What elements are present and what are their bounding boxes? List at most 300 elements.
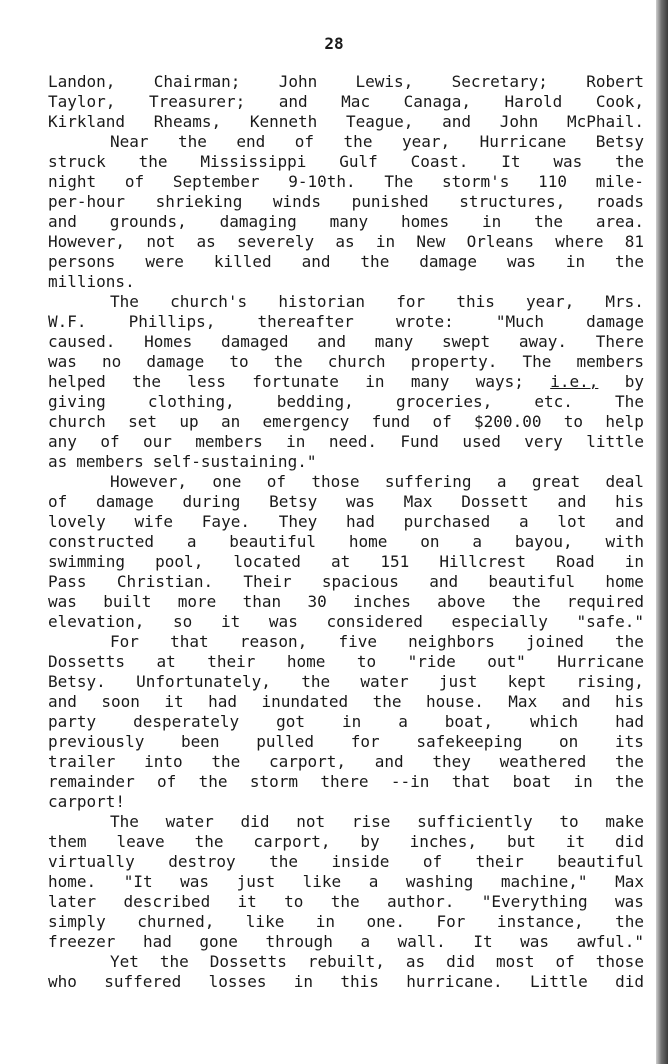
word: millions. <box>48 272 135 291</box>
word: and <box>48 692 77 711</box>
text-line <box>48 872 644 892</box>
word: structures, <box>459 192 566 211</box>
word: and <box>557 492 587 511</box>
text-line <box>48 512 644 532</box>
word: those <box>595 952 644 971</box>
word: their <box>207 652 256 671</box>
text-line <box>48 652 644 672</box>
word: lot <box>557 512 587 531</box>
word: who <box>48 972 77 991</box>
text-line <box>48 252 644 272</box>
word: church <box>48 412 106 431</box>
word: Lewis, <box>355 72 414 91</box>
word: Yet <box>110 952 139 971</box>
word: They <box>278 512 318 531</box>
word: storm's <box>442 172 510 191</box>
word: this <box>340 972 379 991</box>
word: those <box>311 472 360 491</box>
word: inundated <box>261 692 349 711</box>
word: New <box>416 232 446 251</box>
word: them <box>48 832 87 851</box>
word: into <box>144 752 183 771</box>
word: at <box>330 552 351 571</box>
word: Fund <box>400 432 439 451</box>
word: hurricane. <box>406 972 503 991</box>
word: home <box>605 572 644 591</box>
word: members <box>76 452 144 471</box>
text-line <box>48 672 644 692</box>
word: not <box>146 232 176 251</box>
word: virtually <box>48 852 135 871</box>
word: the <box>615 752 644 771</box>
word: and <box>429 572 459 591</box>
word: fortunate <box>252 372 339 391</box>
word: simply <box>48 912 106 931</box>
word: had <box>208 692 238 711</box>
word: per-hour <box>48 192 126 211</box>
word: carport! <box>48 792 126 811</box>
text-line <box>48 912 644 932</box>
text-line <box>48 332 644 352</box>
word: as <box>48 452 68 471</box>
word: less <box>187 372 226 391</box>
word: Near <box>110 132 149 151</box>
word: machine," <box>500 872 588 891</box>
word: inside <box>331 852 390 871</box>
word: through <box>265 932 333 951</box>
word: required <box>566 592 644 611</box>
word: had <box>345 512 375 531</box>
word: a <box>472 532 482 551</box>
word: Faye. <box>201 512 250 531</box>
word: they <box>432 752 471 771</box>
word: John <box>499 112 539 131</box>
text-line <box>48 292 644 312</box>
text-line <box>48 572 644 592</box>
text-line <box>48 132 644 152</box>
word: like <box>302 872 342 891</box>
word: so <box>173 612 193 631</box>
word: his <box>615 692 644 711</box>
word: a <box>186 532 197 551</box>
word: property. <box>410 352 498 371</box>
word: by <box>624 372 644 391</box>
word: to <box>356 652 377 671</box>
word: for <box>396 292 426 311</box>
word: in <box>315 912 336 931</box>
word: of <box>422 852 443 871</box>
word: rise <box>351 812 391 831</box>
word: of <box>294 132 315 151</box>
word: and <box>48 212 77 231</box>
word: leave <box>116 832 165 851</box>
word: pulled <box>256 732 315 751</box>
text-line <box>48 312 644 332</box>
word: beautiful <box>557 852 644 871</box>
word: had <box>615 712 644 731</box>
word: of <box>157 772 177 791</box>
word: winds <box>272 192 322 211</box>
text-line <box>48 412 644 432</box>
word: 110 <box>538 172 568 191</box>
word: just <box>438 672 478 691</box>
text-line <box>48 72 644 92</box>
word: on <box>420 532 440 551</box>
word: more <box>177 592 217 611</box>
word: However, <box>110 472 188 491</box>
word: one <box>212 472 242 491</box>
word: safekeeping <box>416 732 523 751</box>
word: roads <box>595 192 644 211</box>
word: deal <box>605 472 644 491</box>
word: Kenneth <box>249 112 318 131</box>
word: Coast. <box>410 152 469 171</box>
word: suffered <box>104 972 182 991</box>
word: of <box>124 172 145 191</box>
word: year, <box>401 132 451 151</box>
word: had <box>142 932 172 951</box>
word: --in <box>390 772 430 791</box>
word: was <box>615 892 644 911</box>
word: the <box>138 152 168 171</box>
word: Mississippi <box>200 152 307 171</box>
word: kept <box>507 672 547 691</box>
word: on <box>559 732 579 751</box>
word: church's <box>170 292 248 311</box>
word: bedding, <box>276 392 354 411</box>
text-line <box>48 592 644 612</box>
word: did <box>446 952 476 971</box>
word: purchased <box>403 512 491 531</box>
word: our <box>142 432 172 451</box>
word: at <box>156 652 176 671</box>
word: Harold <box>504 92 563 111</box>
word: homes <box>400 212 450 231</box>
word: emergency <box>262 412 350 431</box>
word: and <box>442 112 472 131</box>
word: damage <box>146 352 205 371</box>
word: awful." <box>576 932 644 951</box>
text-line <box>48 732 644 752</box>
word: was <box>553 152 583 171</box>
word: Homes <box>144 332 193 351</box>
word: historian <box>278 292 366 311</box>
text-line <box>48 852 644 872</box>
word: persons <box>48 252 116 271</box>
text-line <box>48 232 644 252</box>
word: the <box>534 212 563 231</box>
word: mile- <box>595 172 644 191</box>
word: The <box>384 172 414 191</box>
word: in <box>565 252 586 271</box>
word: where <box>555 232 604 251</box>
word: a <box>360 932 371 951</box>
word: that <box>451 772 491 791</box>
word: September <box>172 172 260 191</box>
word: it <box>164 692 184 711</box>
word: their <box>475 852 524 871</box>
word: set <box>128 412 158 431</box>
word: to <box>229 352 249 371</box>
word: struck <box>48 152 106 171</box>
word: water <box>360 672 409 691</box>
word: were <box>145 252 184 271</box>
word: joined <box>526 632 584 651</box>
word: The <box>522 352 552 371</box>
word: carport, <box>268 752 347 771</box>
word: that <box>170 632 209 651</box>
word: a <box>496 472 507 491</box>
word: Taylor, <box>48 92 116 111</box>
text-line <box>48 212 644 232</box>
word: the <box>211 752 241 771</box>
word: the <box>372 692 402 711</box>
word: of <box>432 412 452 431</box>
word: Canaga, <box>403 92 472 111</box>
word: "Much <box>495 312 545 331</box>
word: Hillcrest <box>439 552 527 571</box>
word: was <box>520 932 550 951</box>
word: one. <box>366 912 406 931</box>
word: and <box>615 512 644 531</box>
word: just <box>236 872 276 891</box>
word: during <box>182 492 241 511</box>
word: fund <box>371 412 411 431</box>
word: "It <box>123 872 153 891</box>
word: inches <box>353 592 411 611</box>
word: and <box>374 752 404 771</box>
text-line <box>48 712 644 732</box>
word: Road <box>556 552 595 571</box>
word: any <box>48 432 77 451</box>
word: damaging <box>219 212 297 231</box>
word: Hurricane <box>479 132 567 151</box>
word: However, <box>48 232 126 251</box>
word: churned, <box>137 912 215 931</box>
word: did <box>240 812 270 831</box>
word: there <box>320 772 369 791</box>
word: this <box>456 292 495 311</box>
word: area. <box>595 212 644 231</box>
word: bayou, <box>514 532 573 551</box>
word: was <box>345 492 375 511</box>
word: a <box>398 712 408 731</box>
word: suffering <box>384 472 472 491</box>
word: 30 <box>307 592 327 611</box>
word: little <box>586 432 644 451</box>
word: not <box>296 812 326 831</box>
word: swept <box>442 332 491 351</box>
word: away. <box>518 332 568 351</box>
word: in <box>286 432 306 451</box>
word: freezer <box>48 932 116 951</box>
word: 151 <box>380 552 410 571</box>
word: than <box>242 592 282 611</box>
word: was <box>48 352 77 371</box>
text-line <box>48 632 644 652</box>
word: help <box>605 412 644 431</box>
word: most <box>496 952 535 971</box>
text-line <box>48 792 644 812</box>
word: carport, <box>253 832 331 851</box>
text-line <box>48 692 644 712</box>
word: losses <box>208 972 267 991</box>
word: located <box>233 552 301 571</box>
word: his <box>615 492 644 511</box>
word: end <box>236 132 266 151</box>
word: its <box>615 732 644 751</box>
word: soon <box>101 692 140 711</box>
word: with <box>605 532 644 551</box>
word: It <box>473 932 493 951</box>
word: out" <box>487 652 526 671</box>
word: water <box>165 812 214 831</box>
text-line <box>48 532 644 552</box>
word: Dossett <box>461 492 529 511</box>
word: ways; <box>475 372 524 391</box>
word: damage <box>419 252 478 271</box>
word: in <box>573 772 593 791</box>
word: neighbors <box>408 632 495 651</box>
word: Betsy. <box>48 672 106 691</box>
word: killed <box>213 252 272 271</box>
word: many <box>410 372 450 391</box>
text-line <box>48 892 644 912</box>
word: by <box>360 832 380 851</box>
word: Unfortunately, <box>136 672 271 691</box>
word: thereafter <box>257 312 354 331</box>
word: the <box>343 132 373 151</box>
word: party <box>48 712 97 731</box>
word: Robert <box>586 72 644 91</box>
word: caused. <box>48 332 116 351</box>
word: it <box>220 612 241 631</box>
word: John <box>278 72 318 91</box>
word: did <box>615 832 644 851</box>
word: but <box>507 832 536 851</box>
word: Mrs. <box>605 292 644 311</box>
word: It <box>501 152 521 171</box>
word: damaged <box>221 332 289 351</box>
word: the <box>615 912 644 931</box>
word: Hurricane <box>557 652 644 671</box>
word: the <box>269 852 299 871</box>
text-line <box>48 352 644 372</box>
word: above <box>437 592 486 611</box>
word: house. <box>426 692 484 711</box>
word: home. <box>48 872 97 891</box>
word: Kirkland <box>48 112 126 131</box>
text-line <box>48 492 644 512</box>
word: groceries, <box>395 392 493 411</box>
word: the <box>301 672 331 691</box>
word: Secretary; <box>451 72 548 91</box>
word: later <box>48 892 97 911</box>
text-line <box>48 752 644 772</box>
word: i.e., <box>550 372 599 391</box>
word: especially <box>451 612 548 631</box>
word: lovely <box>48 512 106 531</box>
word: Treasurer; <box>148 92 246 111</box>
text-line <box>48 972 644 992</box>
word: damage <box>586 312 644 331</box>
word: it <box>237 892 257 911</box>
word: Chairman; <box>153 72 241 91</box>
word: Mac <box>341 92 371 111</box>
word: very <box>524 432 563 451</box>
word: There <box>595 332 644 351</box>
word: "Everything <box>481 892 588 911</box>
text-line <box>48 172 644 192</box>
word: helped <box>48 372 106 391</box>
word: W.F. <box>48 312 87 331</box>
text-line <box>48 112 644 132</box>
word: to <box>284 892 304 911</box>
word: gone <box>199 932 238 951</box>
text-line <box>48 192 644 212</box>
word: boat <box>512 772 552 791</box>
word: wrote: <box>395 312 454 331</box>
word: church <box>327 352 386 371</box>
word: in <box>341 712 362 731</box>
body-text <box>48 72 644 992</box>
word: Their <box>243 572 292 591</box>
word: to <box>563 412 584 431</box>
word: the <box>360 252 390 271</box>
word: McPhail. <box>566 112 644 131</box>
word: Max <box>508 692 538 711</box>
word: author. <box>386 892 455 911</box>
word: Landon, <box>48 72 116 91</box>
word: the <box>194 832 224 851</box>
word: instance, <box>496 912 584 931</box>
word: in <box>624 552 644 571</box>
word: desperately <box>133 712 240 731</box>
word: washing <box>405 872 474 891</box>
word: of <box>100 432 120 451</box>
word: in <box>375 232 396 251</box>
word: The <box>110 812 139 831</box>
word: Orleans <box>466 232 535 251</box>
text-line <box>48 92 644 112</box>
word: described <box>123 892 211 911</box>
word: Teague, <box>346 112 414 131</box>
word: which <box>529 712 579 731</box>
word: like <box>245 912 285 931</box>
page-number: 28 <box>324 34 344 53</box>
word: clothing, <box>147 392 235 411</box>
word: the <box>615 252 644 271</box>
word: etc. <box>534 392 573 411</box>
word: wife <box>134 512 174 531</box>
word: as <box>196 232 216 251</box>
word: many <box>374 332 414 351</box>
word: for <box>350 732 380 751</box>
word: a <box>519 512 529 531</box>
text-line <box>48 552 644 572</box>
word: of <box>266 472 286 491</box>
text-line <box>48 612 644 632</box>
word: "ride <box>407 652 456 671</box>
word: five <box>338 632 377 651</box>
word: Gulf <box>339 152 378 171</box>
word: was <box>180 872 210 891</box>
text-line <box>48 452 644 472</box>
word: was <box>268 612 298 631</box>
word: considered <box>326 612 423 631</box>
word: shrieking <box>155 192 243 211</box>
word: rising, <box>576 672 644 691</box>
